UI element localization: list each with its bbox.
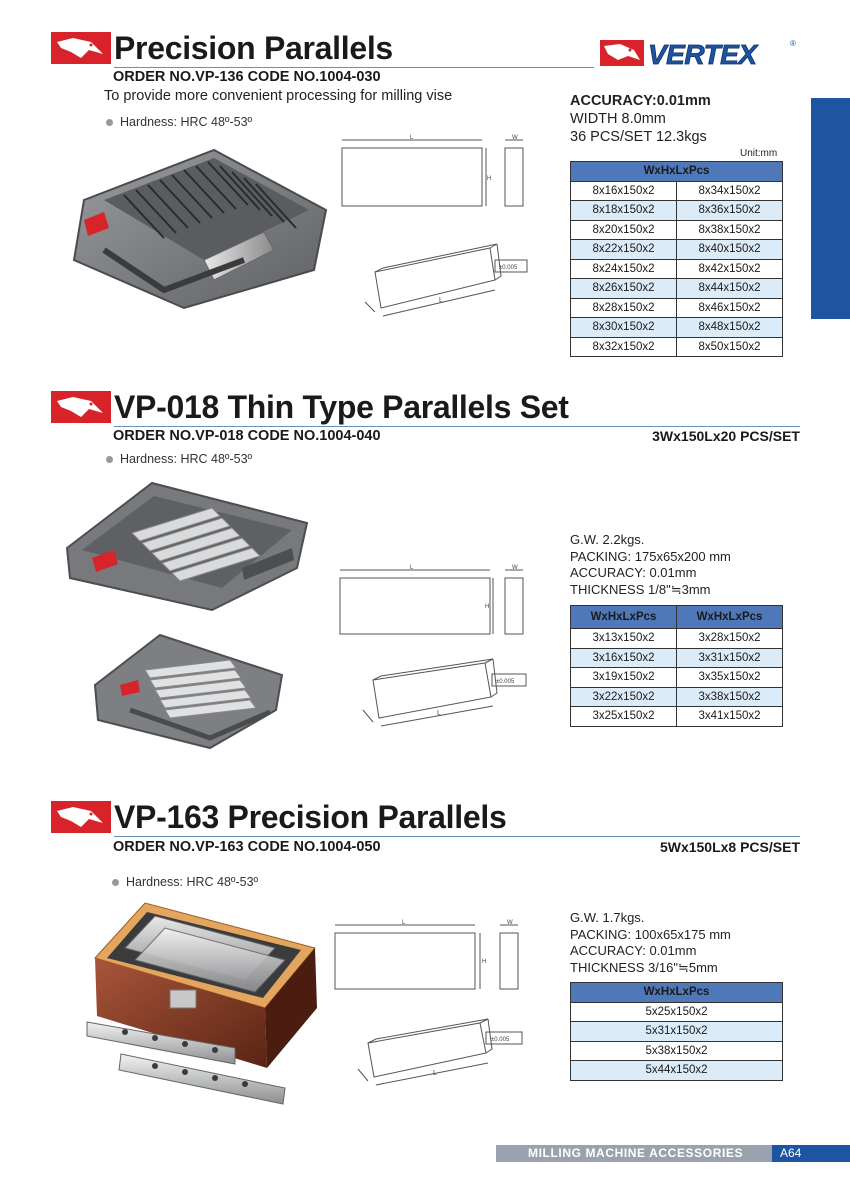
table-cell: 3x16x150x2 — [571, 648, 677, 668]
table-cell: 8x46x150x2 — [677, 298, 783, 318]
table-cell: 3x19x150x2 — [571, 668, 677, 688]
dimension-drawing — [335, 130, 535, 320]
table-cell: 8x36x150x2 — [677, 201, 783, 221]
table-cell: 3x41x150x2 — [677, 707, 783, 727]
table-cell: 3x25x150x2 — [571, 707, 677, 727]
section-title: Precision Parallels — [114, 30, 393, 66]
section-title: VP-018 Thin Type Parallels Set — [114, 389, 569, 425]
product-photo-wood-box — [85, 898, 325, 1138]
table-cell: 8x40x150x2 — [677, 240, 783, 260]
table-cell: 5x44x150x2 — [571, 1061, 783, 1081]
svg-text:±0.005: ±0.005 — [491, 1037, 510, 1043]
title-rule — [114, 67, 594, 68]
table-cell: 5x25x150x2 — [571, 1002, 783, 1022]
table-cell: 3x28x150x2 — [677, 629, 783, 649]
product-photo-case — [64, 140, 334, 310]
spec-accuracy: ACCURACY:0.01mm — [570, 93, 711, 109]
table-header: WxHxLxPcs — [571, 162, 783, 182]
eagle-icon — [51, 391, 111, 423]
table-cell: 3x38x150x2 — [677, 687, 783, 707]
svg-text:L: L — [410, 135, 414, 141]
table-cell: 8x38x150x2 — [677, 220, 783, 240]
spec-set: 36 PCS/SET 12.3kgs — [570, 129, 707, 145]
spec-width: WIDTH 8.0mm — [570, 111, 666, 127]
table-cell: 8x48x150x2 — [677, 318, 783, 338]
table-cell: 3x31x150x2 — [677, 648, 783, 668]
svg-text:L: L — [433, 1070, 437, 1077]
spec-accuracy: ACCURACY: 0.01mm — [570, 565, 697, 580]
section-title: VP-163 Precision Parallels — [114, 799, 507, 835]
product-description: To provide more convenient processing for milling vise — [104, 88, 453, 104]
pcs-per-set: 3Wx150Lx20 PCS/SET — [652, 428, 800, 444]
svg-text:W: W — [512, 565, 518, 571]
table-cell: 8x32x150x2 — [571, 337, 677, 357]
spec-thickness: THICKNESS 3/16"≒5mm — [570, 959, 718, 975]
spec-accuracy: ACCURACY: 0.01mm — [570, 943, 697, 958]
size-table — [570, 982, 783, 1081]
table-cell: 8x16x150x2 — [571, 181, 677, 201]
table-cell: 8x18x150x2 — [571, 201, 677, 221]
svg-text:W: W — [507, 920, 513, 926]
table-cell: 8x22x150x2 — [571, 240, 677, 260]
eagle-icon — [51, 32, 111, 64]
title-rule — [114, 836, 800, 837]
table-cell: 8x26x150x2 — [571, 279, 677, 299]
dimension-drawing — [335, 560, 535, 735]
order-number: ORDER NO.VP-136 CODE NO.1004-030 — [113, 69, 381, 85]
table-header: WxHxLxPcs — [571, 606, 677, 629]
svg-text:±0.005: ±0.005 — [496, 679, 515, 685]
size-table — [570, 605, 783, 727]
table-cell: 8x30x150x2 — [571, 318, 677, 338]
page-number: A64 — [772, 1145, 850, 1162]
spec-list — [570, 92, 711, 146]
spec-thickness: THICKNESS 1/8"≒3mm — [570, 581, 711, 597]
spec-list — [570, 910, 731, 976]
spec-weight: G.W. 1.7kgs. — [570, 910, 645, 925]
spec-packing: PACKING: 100x65x175 mm — [570, 926, 731, 942]
eagle-icon — [51, 801, 111, 833]
table-cell: 3x35x150x2 — [677, 668, 783, 688]
order-number: ORDER NO.VP-018 CODE NO.1004-040 — [113, 428, 381, 444]
svg-text:±0.005: ±0.005 — [499, 265, 518, 271]
table-cell: 8x44x150x2 — [677, 279, 783, 299]
table-cell: 5x38x150x2 — [571, 1041, 783, 1061]
svg-text:H: H — [482, 959, 487, 965]
svg-text:L: L — [402, 920, 406, 926]
table-cell: 5x31x150x2 — [571, 1022, 783, 1042]
footer-category: MILLING MACHINE ACCESSORIES — [528, 1146, 744, 1160]
dimension-drawing — [330, 915, 530, 1095]
table-cell: 8x34x150x2 — [677, 181, 783, 201]
vertex-logo — [600, 36, 800, 70]
size-table — [570, 161, 783, 357]
table-cell: 3x22x150x2 — [571, 687, 677, 707]
product-photo-case-small — [90, 630, 290, 750]
order-number: ORDER NO.VP-163 CODE NO.1004-050 — [113, 839, 381, 855]
svg-text:W: W — [512, 135, 518, 141]
section-tab — [811, 98, 850, 319]
table-cell: 8x24x150x2 — [571, 259, 677, 279]
svg-text:L: L — [437, 710, 441, 717]
svg-text:L: L — [439, 297, 443, 304]
hardness-spec: Hardness: HRC 48º-53º — [106, 115, 252, 129]
table-cell: 3x13x150x2 — [571, 629, 677, 649]
hardness-spec: Hardness: HRC 48º-53º — [106, 452, 252, 466]
hardness-spec: Hardness: HRC 48º-53º — [112, 875, 258, 889]
table-cell: 8x28x150x2 — [571, 298, 677, 318]
table-cell: 8x20x150x2 — [571, 220, 677, 240]
product-photo-case — [62, 478, 312, 613]
svg-text:H: H — [485, 604, 490, 610]
spec-packing: PACKING: 175x65x200 mm — [570, 548, 731, 564]
table-cell: 8x50x150x2 — [677, 337, 783, 357]
pcs-per-set: 5Wx150Lx8 PCS/SET — [659, 839, 800, 855]
unit-label: Unit:mm — [740, 148, 778, 159]
table-header: WxHxLxPcs — [571, 983, 783, 1003]
svg-text:VERTEX: VERTEX — [648, 39, 757, 70]
title-rule — [114, 426, 800, 427]
spec-list — [570, 532, 731, 598]
table-cell: 8x42x150x2 — [677, 259, 783, 279]
table-header: WxHxLxPcs — [677, 606, 783, 629]
spec-weight: G.W. 2.2kgs. — [570, 532, 645, 547]
svg-text:L: L — [410, 565, 414, 571]
svg-text:H: H — [487, 176, 492, 182]
svg-text:®: ® — [790, 39, 796, 48]
